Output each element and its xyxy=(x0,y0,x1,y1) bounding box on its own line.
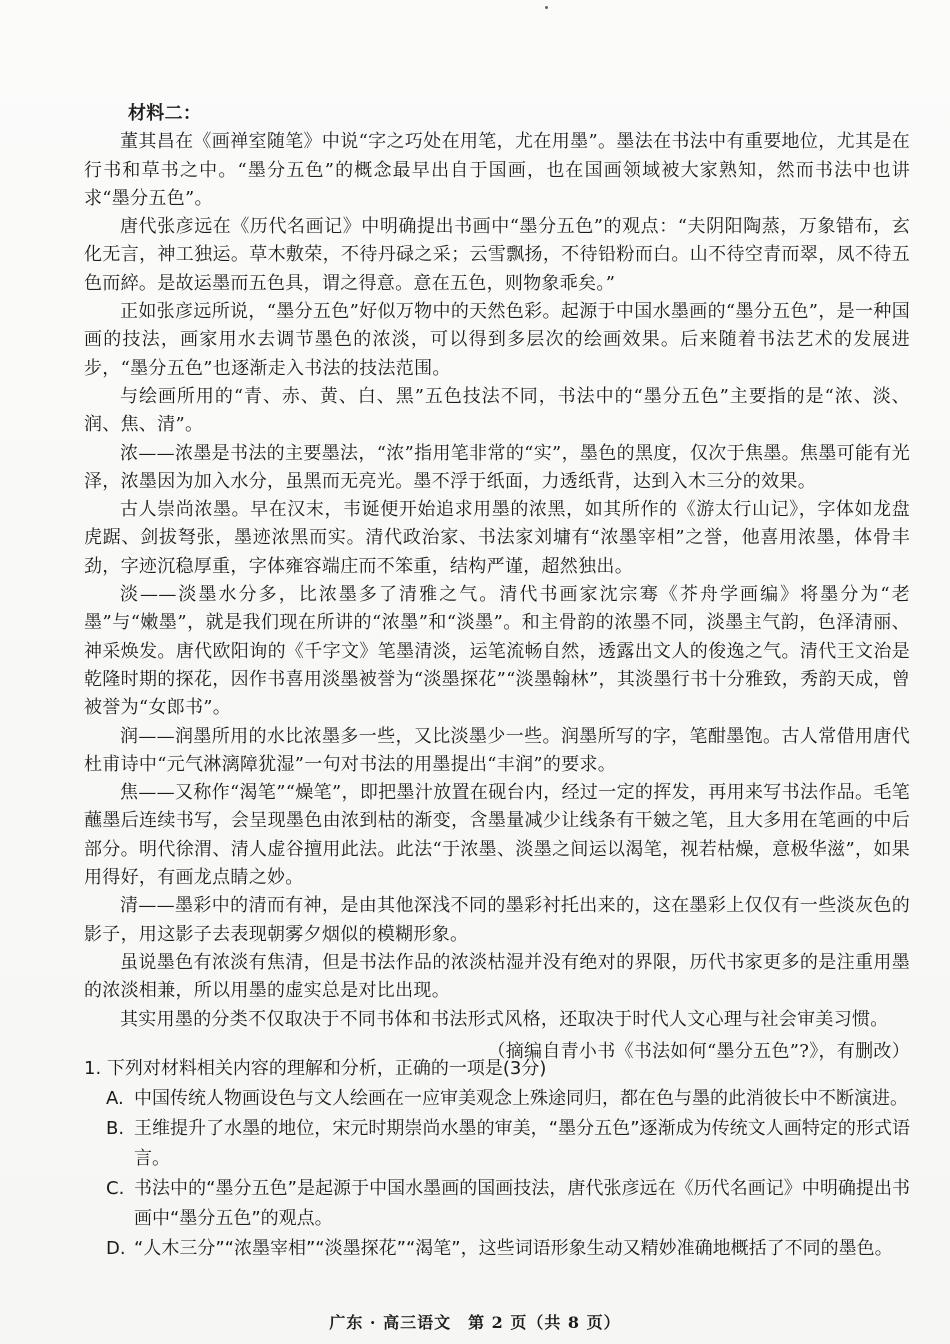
option-key: B. xyxy=(106,1118,125,1139)
scan-speck xyxy=(545,6,548,9)
material-paragraph: 虽说墨色有浓淡有焦清，但是书法作品的浓淡枯湿并没有绝对的界限，历代书家更多的是注重用墨的浓淡相兼，所以用墨的虚实总是对比出现。 xyxy=(84,951,910,1002)
page-footer: 广东 · 高三语文 第 2 页（共 8 页） xyxy=(329,1313,621,1332)
material-paragraph: 浓——浓墨是书法的主要墨法，“浓”指用笔非常的“实”，墨色的黑度，仅次于焦墨。焦墨可能有光泽，浓墨因为加入水分，虽黑而无亮光。墨不浮于纸面，力透纸背，达到入木三分的效果。 xyxy=(84,442,910,492)
option-key: C. xyxy=(106,1178,125,1199)
material-heading: 材料二： xyxy=(128,103,202,124)
answer-option-b xyxy=(106,1114,910,1174)
reading-material xyxy=(84,100,910,1066)
material-paragraph: 淡——淡墨水分多，比浓墨多了清雅之气。清代书画家沈宗骞《芥舟学画编》将墨分为“老墨”与“嫩墨”，就是我们现在所讲的“浓墨”和“淡墨”。和主骨韵的浓墨不同，淡墨主气韵，色泽清丽、神采焕发。唐代欧阳询的《千字文》笔墨清淡，运笔流畅自然，透露出文人的俊逸之气。清代王文治是乾隆时期的探花，因作书喜用淡墨被誉为“淡墨探花”“淡墨翰林”，其淡墨行书十分雅致，秀韵天成，曾被誉为“女郎书”。 xyxy=(84,584,910,719)
option-text: “人木三分”“浓墨宰相”“淡墨探花”“渴笔”，这些词语形象生动又精妙准确地概括了不同的墨色。 xyxy=(134,1238,893,1259)
question-block xyxy=(84,1054,910,1264)
material-paragraph: 润——润墨所用的水比浓墨多一些，又比淡墨少一些。润墨所写的字，笔酣墨饱。古人常借用唐代杜甫诗中“元气淋漓障犹湿”一句对书法的用墨提出“丰润”的要求。 xyxy=(84,725,910,775)
option-text: 中国传统人物画设色与文人绘画在一应审美观念上殊途同归，都在色与墨的此消彼长中不断演进。 xyxy=(134,1088,908,1109)
option-text: 王维提升了水墨的地位，宋元时期崇尚水墨的审美，“墨分五色”逐渐成为传统文人画特定的形式语言。 xyxy=(134,1118,910,1169)
question-stem: 1. 下列对材料相关内容的理解和分析，正确的一项是(3分) xyxy=(84,1058,547,1079)
answer-option-c xyxy=(106,1174,910,1234)
option-key: D. xyxy=(106,1238,126,1259)
material-paragraph: 其实用墨的分类不仅取决于不同书体和书法形式风格，还取决于时代人文心理与社会审美习惯。 xyxy=(120,1008,889,1030)
material-paragraph: 清——墨彩中的清而有神，是由其他深浅不同的墨彩衬托出来的，这在墨彩上仅仅有一些淡灰色的影子，用这影子去表现朝雾夕烟似的模糊形象。 xyxy=(84,895,910,945)
material-source: （摘编自青小书《书法如何“墨分五色”?》，有删改） xyxy=(487,1040,910,1062)
material-paragraph: 古人崇尚浓墨。早在汉末，韦诞便开始追求用墨的浓黑，如其所作的《游太行山记》，字体如龙盘虎踞、剑拔弩张，墨迹浓黑而实。清代政治家、书法家刘墉有“浓墨宰相”之誉，他喜用浓墨，体骨丰劲，字迹沉稳厚重，字体雍容端庄而不笨重，结构严谨，超然独出。 xyxy=(84,499,910,577)
answer-option-d xyxy=(106,1234,910,1264)
material-paragraph: 董其昌在《画禅室随笔》中说“字之巧处在用笔，尤在用墨”。墨法在书法中有重要地位，尤其是在行书和草书之中。“墨分五色”的概念最早出自于国画，也在国画领域被大家熟知，然而书法中也讲求“墨分五色”。 xyxy=(84,131,910,209)
option-text: 书法中的“墨分五色”是起源于中国水墨画的国画技法，唐代张彦远在《历代名画记》中明确提出书画中“墨分五色”的观点。 xyxy=(134,1178,910,1229)
material-paragraph: 唐代张彦远在《历代名画记》中明确提出书画中“墨分五色”的观点：“夫阴阳陶蒸，万象错布，玄化无言，神工独运。草木敷荣，不待丹碌之采；云雪飘扬，不待铅粉而白。山不待空青而翠，凤不待五色而綷。是故运墨而五色具，谓之得意。意在五色，则物象乖矣。” xyxy=(84,216,910,294)
material-paragraph: 正如张彦远所说，“墨分五色”好似万物中的天然色彩。起源于中国水墨画的“墨分五色”，是一种国画的技法，画家用水去调节墨色的浓淡，可以得到多层次的绘画效果。后来随着书法艺术的发展进步，“墨分五色”也逐渐走入书法的技法范围。 xyxy=(84,301,910,379)
material-paragraph: 与绘画所用的“青、赤、黄、白、黑”五色技法不同，书法中的“墨分五色”主要指的是“浓、淡、润、焦、清”。 xyxy=(84,385,910,436)
material-paragraph: 焦——又称作“渴笔”“燥笔”，即把墨汁放置在砚台内，经过一定的挥发，再用来写书法作品。毛笔蘸墨后连续书写，会呈现墨色由浓到枯的渐变，含墨量减少让线条有干皴之笔，且大多用在笔画的中后部分。明代徐渭、清人虚谷擅用此法。此法“于浓墨、淡墨之间运以渴笔，视若枯燥，意极华滋”，如果用得好，有画龙点睛之妙。 xyxy=(84,782,910,889)
answer-option-a xyxy=(106,1084,910,1114)
option-key: A. xyxy=(106,1088,124,1109)
